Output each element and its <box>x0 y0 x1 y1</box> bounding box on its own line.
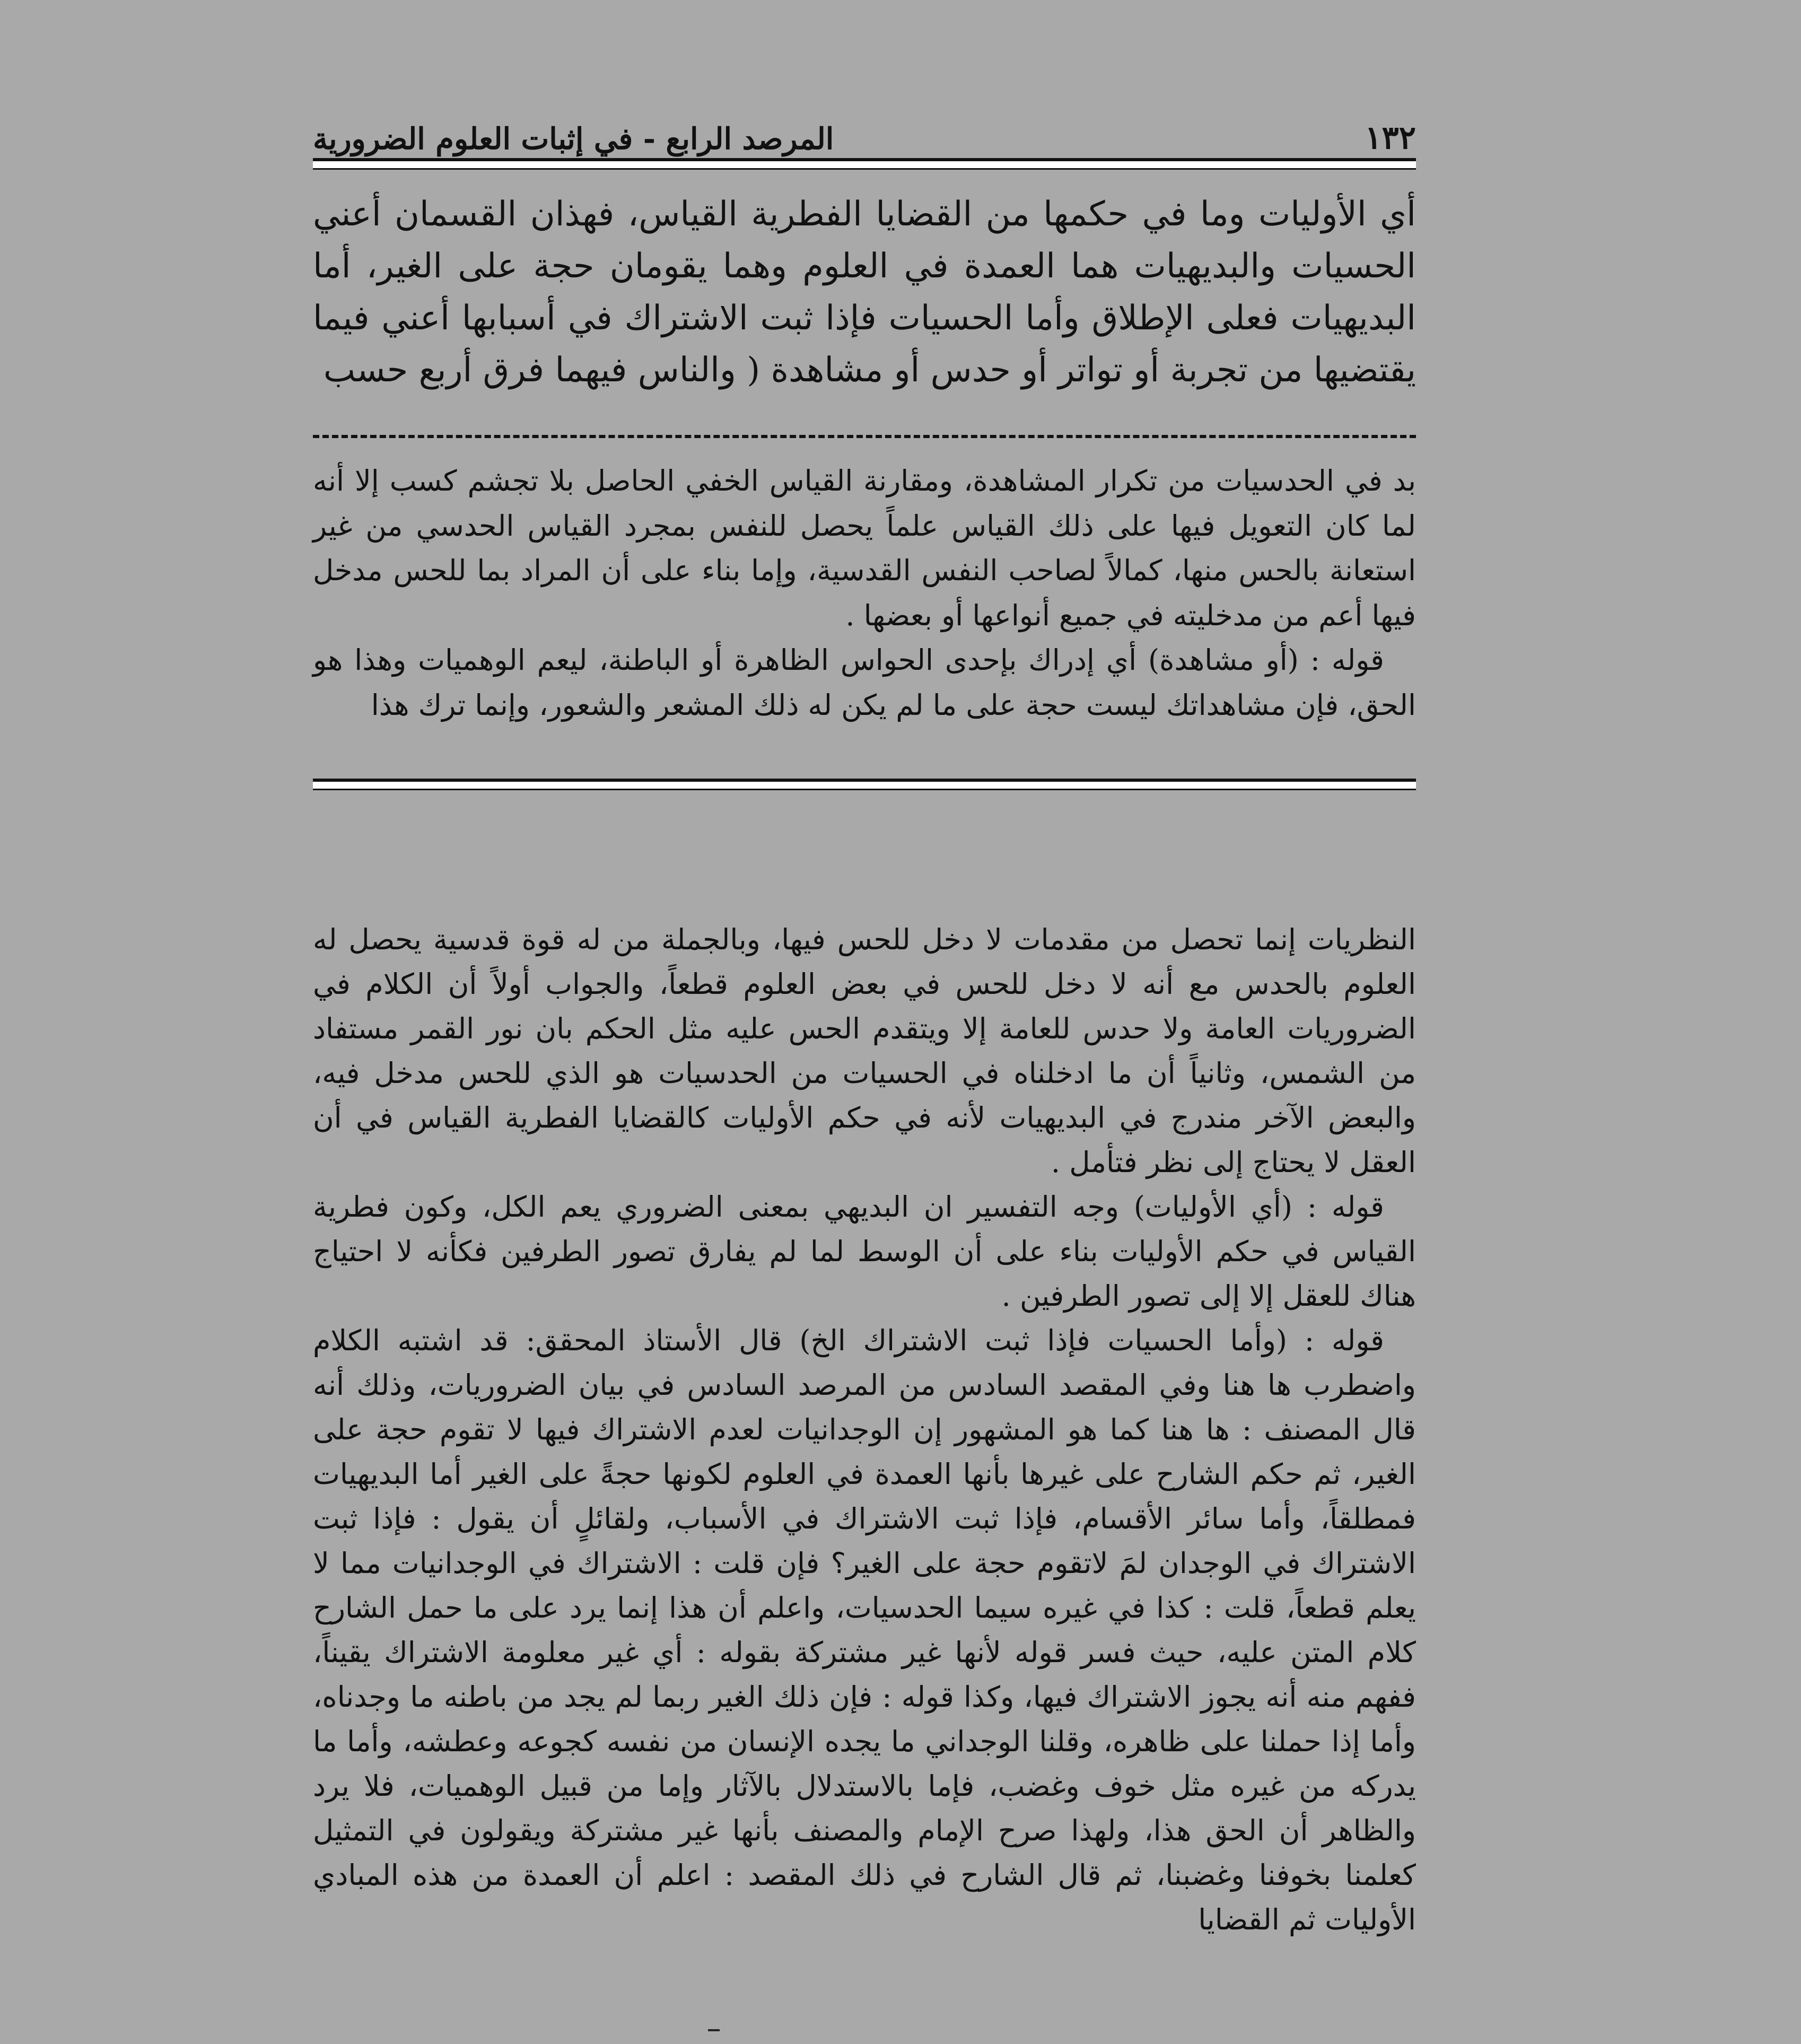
matn-text <box>313 188 1416 396</box>
dashed-separator <box>313 435 1416 438</box>
running-title: المرصد الرابع - في إثبات العلوم الضرورية <box>313 121 834 156</box>
matn-paragraph: أي الأوليات وما في حكمها من القضايا الفطرية القياس، فهذان القسمان أعني الحسيات والبديهيات هما العمدة في العلوم وهما يقومان حجة على الغير، أما البديهيات فعلى الإطلاق وأما الحسيات فإذا ثبت الاشتراك في أسبابها أعني فيما يقتضيها من تجربة أو تواتر أو حدس أو مشاهدة ( والناس فيهما فرق أربع حسب <box>313 195 1416 390</box>
hashiya-paragraph-1: النظريات إنما تحصل من مقدمات لا دخل للحس فيها، وبالجملة من له قوة قدسية يحصل له العلوم بالحدس مع أنه لا دخل للحس في بعض العلوم قطعاً، والجواب أولاً أن الكلام في الضروريات العامة ولا حدس للعامة إلا ويتقدم الحس عليه مثل الحكم بان نور القمر مستفاد من الشمس، وثانياً أن ما ادخلناه في الحسيات من الحدسيات هو الذي للحس مدخل فيه، والبعض الآخر مندرج في البديهيات لأنه في حكم الأوليات كالقضايا الفطرية القياس في أن العقل لا يحتاج إلى نظر فتأمل . <box>313 923 1416 1179</box>
sharh-paragraph-1: بد في الحدسيات من تكرار المشاهدة، ومقارنة القياس الخفي الحاصل بلا تجشم كسب إلا أنه لما كان التعويل فيها على ذلك القياس علماً يحصل للنفس بمجرد القياس الحدسي من غير استعانة بالحس منها، كمالاً لصاحب النفس القدسية، وإما بناء على أن المراد بما للحس مدخل فيها أعم من مدخليته في جميع أنواعها أو بعضها . <box>313 464 1416 632</box>
hashiya-text <box>313 918 1416 1942</box>
sharh-paragraph-2: قوله : (أو مشاهدة) أي إدراك بإحدى الحواس الظاهرة أو الباطنة، ليعم الوهميات وهذا هو الحق، فإن مشاهداتك ليست حجة على ما لم يكن له ذلك المشعر والشعور، وإنما ترك هذا <box>313 643 1416 722</box>
header-rule <box>313 158 1416 170</box>
sharh-text <box>313 459 1416 728</box>
middle-rule <box>313 779 1416 790</box>
hashiya-paragraph-3: قوله : (وأما الحسيات فإذا ثبت الاشتراك الخ) قال الأستاذ المحقق: قد اشتبه الكلام واضطرب ها هنا وفي المقصد السادس من المرصد السادس في بيان الضروريات، وذلك أنه قال المصنف : ها هنا كما هو المشهور إن الوجدانيات لعدم الاشتراك فيها لا تقوم حجة على الغير، ثم حكم الشارح على غيرها بأنها العمدة في العلوم لكونها حجةً على الغير أما البديهيات فمطلقاً، وأما سائر الأقسام، فإذا ثبت الاشتراك في الأسباب، ولقائلٍ أن يقول : فإذا ثبت الاشتراك في الوجدان لمَ لاتقوم حجة على الغير؟ فإن قلت : الاشتراك في الوجدانيات مما لا يعلم قطعاً، قلت : كذا في غيره سيما الحدسيات، واعلم أن هذا إنما يرد على ما حمل الشارح كلام المتن عليه، حيث فسر قوله لأنها غير مشتركة بقوله : أي غير معلومة الاشتراك يقيناً، ففهم منه أنه يجوز الاشتراك فيها، وكذا قوله : فإن ذلك الغير ربما لم يجد من باطنه ما وجدناه، وأما إذا حملنا على ظاهره، وقلنا الوجداني ما يجده الإنسان من نفسه كجوعه وعطشه، وأما ما يدركه من غيره مثل خوف وغضب، فإما بالاستدلال بالآثار وإما من قبيل الوهميات، فلا يرد والظاهر أن الحق هذا، ولهذا صرح الإمام والمصنف بأنها غير مشتركة ويقولون في التمثيل كعلمنا بخوفنا وغضبنا، ثم قال الشارح في ذلك المقصد : اعلم أن العمدة من هذه المبادي الأوليات ثم القضايا <box>313 1324 1416 1936</box>
book-page <box>313 106 1416 2026</box>
page-number: ١٣٢ <box>1365 119 1416 156</box>
footer-mark <box>708 2029 720 2031</box>
page-header <box>313 106 1416 154</box>
hashiya-paragraph-2: قوله : (أي الأوليات) وجه التفسير ان البديهي بمعنى الضروري يعم الكل، وكون فطرية القياس في حكم الأوليات بناء على أن الوسط لما لم يفارق تصور الطرفين فكأنه لا احتياج هناك للعقل إلا إلى تصور الطرفين . <box>313 1190 1416 1313</box>
